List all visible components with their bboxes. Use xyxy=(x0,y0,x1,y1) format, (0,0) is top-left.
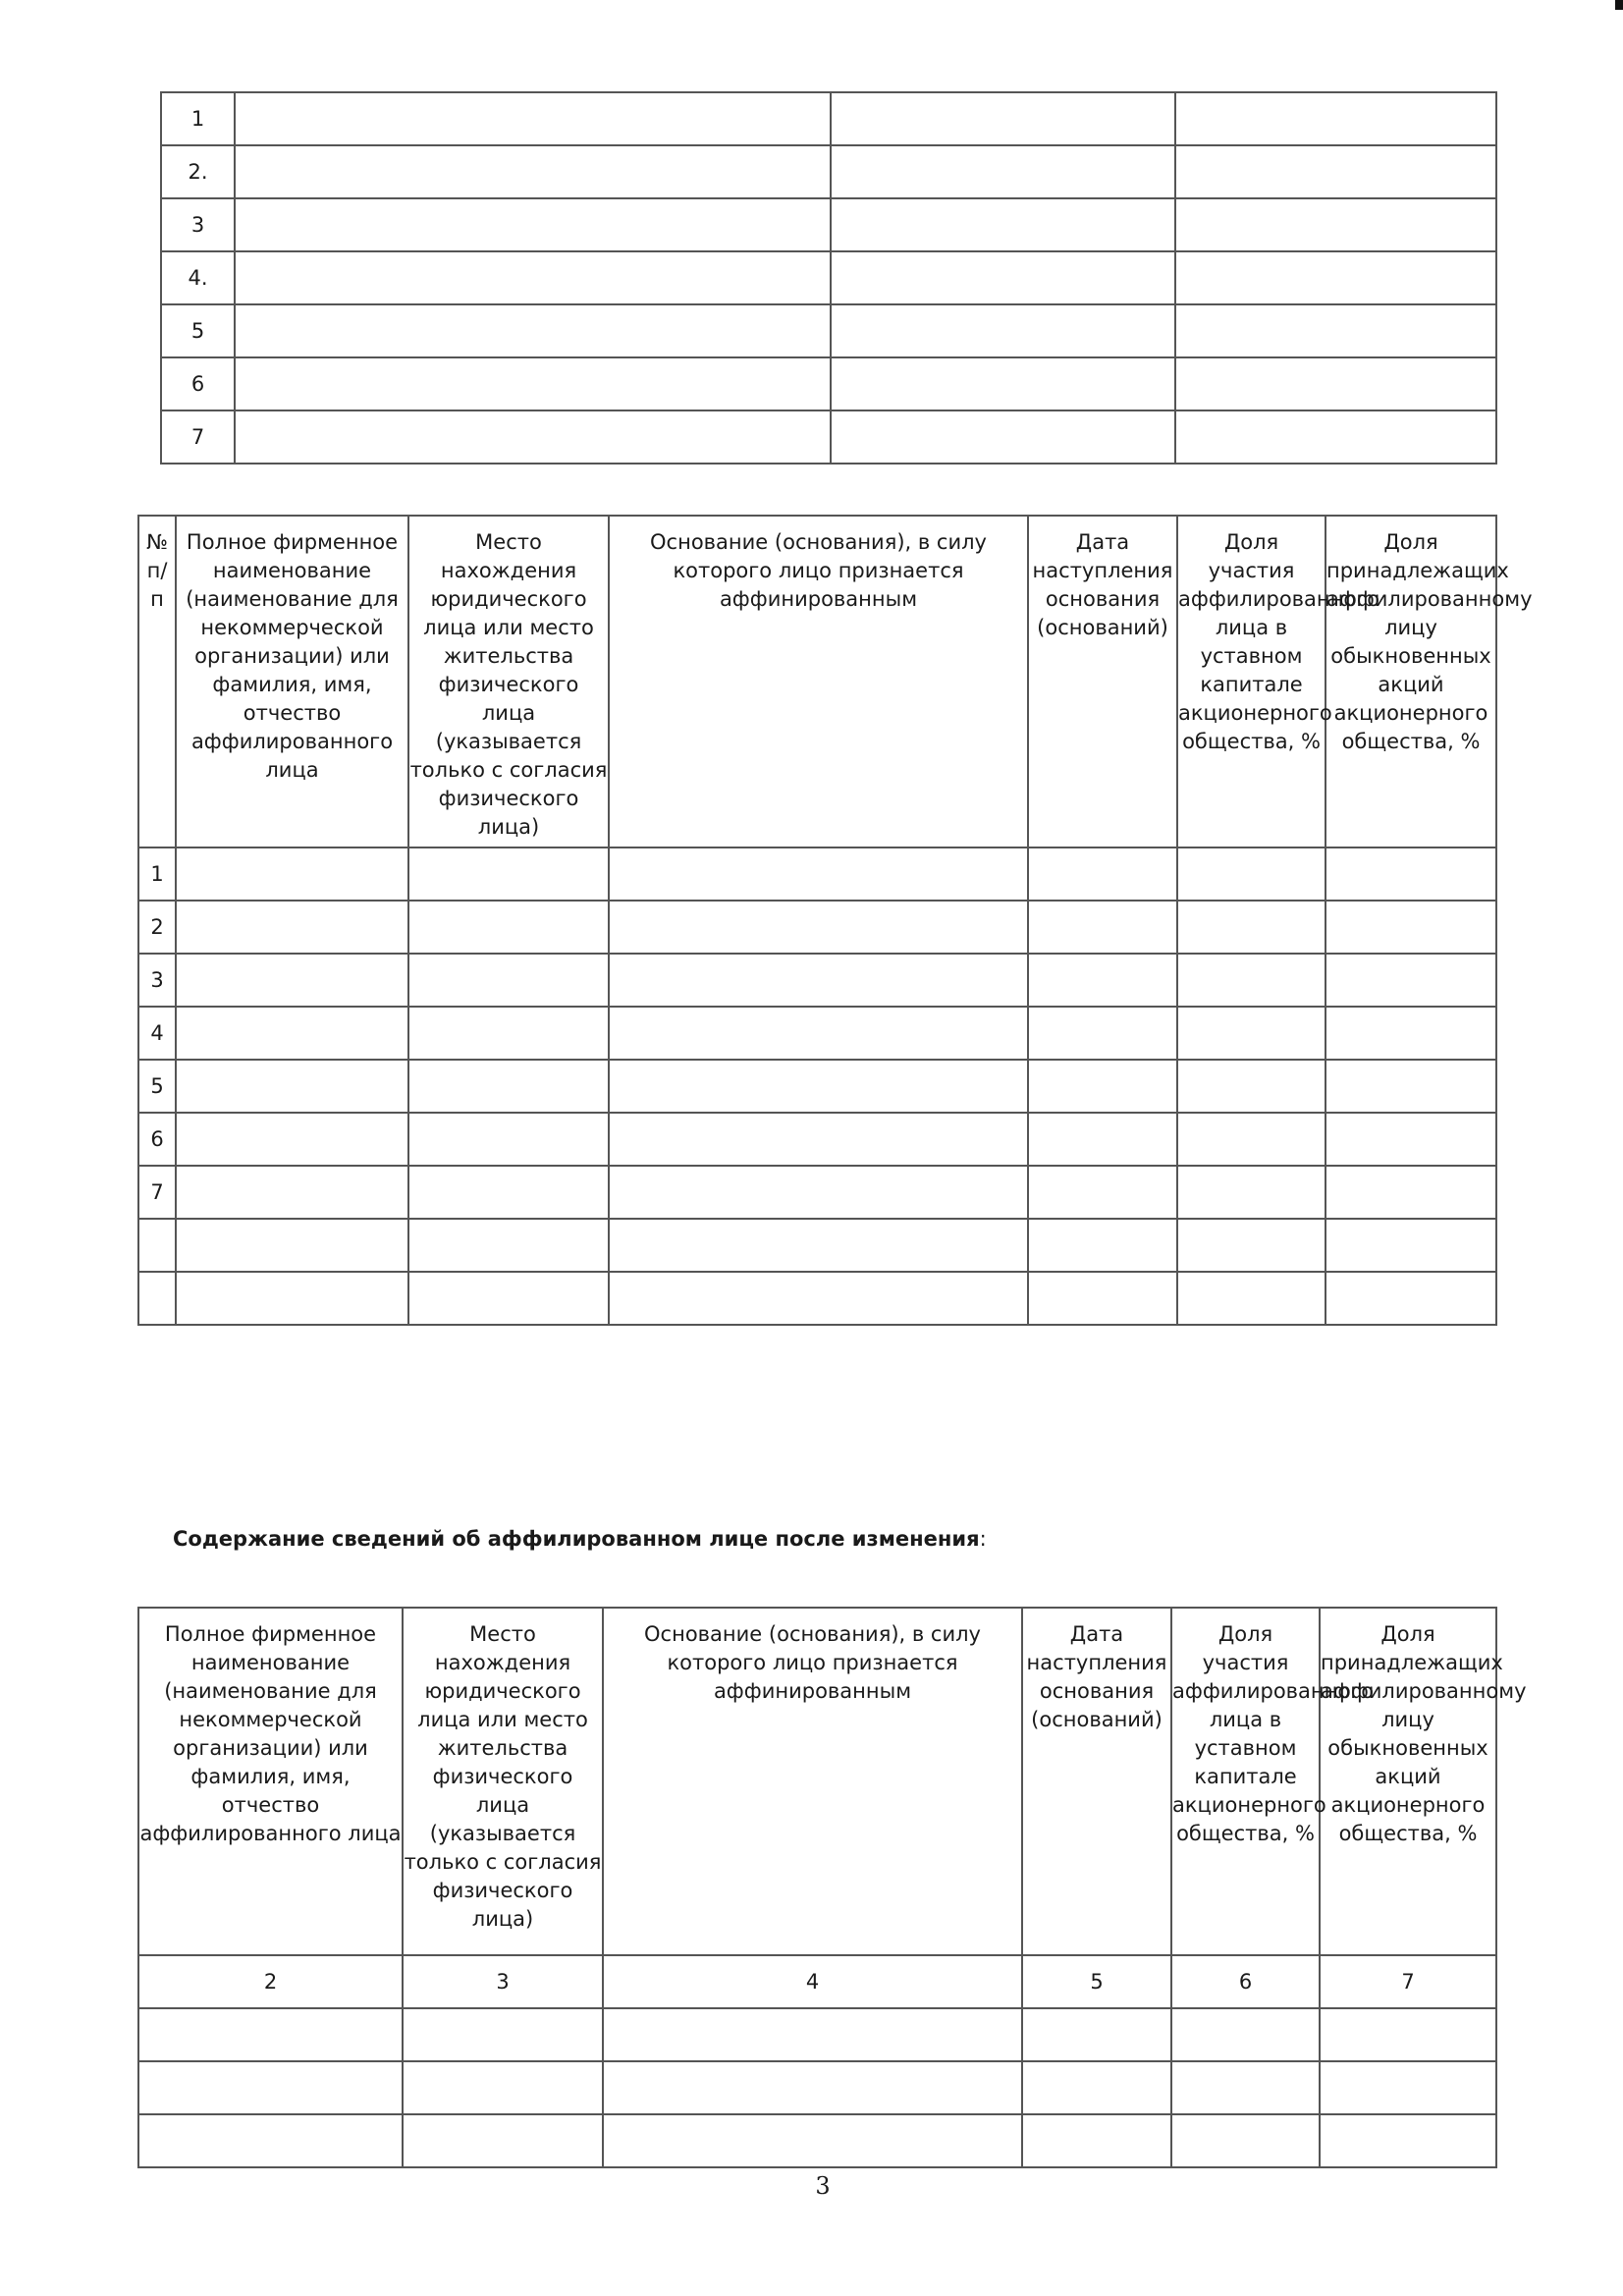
table-cell[interactable] xyxy=(408,1007,609,1060)
scan-corner-mark xyxy=(1615,0,1623,10)
table-row xyxy=(161,357,1496,410)
column-number: 2 xyxy=(138,1955,403,2008)
column-number: 3 xyxy=(403,1955,603,2008)
table-cell[interactable] xyxy=(831,251,1175,304)
table-cell[interactable] xyxy=(138,2008,403,2061)
table-cell[interactable] xyxy=(176,1113,408,1166)
table-cell[interactable] xyxy=(1325,1113,1496,1166)
row-number: 1 xyxy=(138,847,176,901)
table-row xyxy=(138,2061,1496,2114)
table-row xyxy=(138,847,1496,901)
table-cell[interactable] xyxy=(235,357,831,410)
table-cell[interactable] xyxy=(1325,1060,1496,1113)
column-number: 4 xyxy=(603,1955,1022,2008)
row-number: 4 xyxy=(138,1007,176,1060)
table-cell[interactable] xyxy=(1175,357,1496,410)
table-cell[interactable] xyxy=(1177,1060,1325,1113)
table-row xyxy=(138,901,1496,954)
table-cell[interactable] xyxy=(235,145,831,198)
table-cell[interactable] xyxy=(235,304,831,357)
table-cell[interactable] xyxy=(1325,847,1496,901)
table-cell[interactable] xyxy=(138,2061,403,2114)
column-number-row xyxy=(138,1955,1496,2008)
table-cell[interactable] xyxy=(1177,1272,1325,1325)
table-cell[interactable] xyxy=(1177,847,1325,901)
row-number: 2 xyxy=(138,901,176,954)
table-cell[interactable] xyxy=(1177,1166,1325,1219)
table-cell[interactable] xyxy=(831,198,1175,251)
header-share: Доля участия аффилированного лица в уставном капитале акционерного общества, % xyxy=(1177,516,1325,847)
table-cell[interactable] xyxy=(176,1219,408,1272)
table-cell[interactable] xyxy=(235,198,831,251)
table-cell[interactable] xyxy=(609,901,1028,954)
table-row xyxy=(161,145,1496,198)
table-cell[interactable] xyxy=(1325,1007,1496,1060)
table-cell[interactable] xyxy=(1325,1272,1496,1325)
table-cell[interactable] xyxy=(176,1272,408,1325)
table-cell[interactable] xyxy=(408,1113,609,1166)
section-heading-text: Содержание сведений об аффилированном лице после изменения xyxy=(173,1527,980,1551)
table-cell[interactable] xyxy=(1177,1007,1325,1060)
table-cell[interactable] xyxy=(403,2114,603,2167)
table-cell[interactable] xyxy=(138,2114,403,2167)
section-heading xyxy=(173,1527,987,1551)
table-cell[interactable] xyxy=(831,92,1175,145)
table-header-row xyxy=(138,516,1496,847)
table-row xyxy=(138,954,1496,1007)
table-cell[interactable] xyxy=(603,2008,1022,2061)
row-number: 3 xyxy=(138,954,176,1007)
table-cell[interactable] xyxy=(176,901,408,954)
table-row xyxy=(138,1272,1496,1325)
table-row xyxy=(138,1166,1496,1219)
header-location: Место нахождения юридического лица или место жительства физического лица (указывается только с согласия физического лица) xyxy=(408,516,609,847)
column-number: 6 xyxy=(1171,1955,1320,2008)
table-cell[interactable] xyxy=(1177,1219,1325,1272)
table-cell[interactable] xyxy=(609,1272,1028,1325)
table-cell[interactable] xyxy=(603,2061,1022,2114)
table-cell[interactable] xyxy=(1325,901,1496,954)
table-row xyxy=(161,410,1496,464)
table-cell[interactable] xyxy=(1028,1166,1177,1219)
table-cell[interactable] xyxy=(1022,2008,1171,2061)
table-cell[interactable] xyxy=(1028,901,1177,954)
row-number: 5 xyxy=(161,304,235,357)
table-row xyxy=(138,1113,1496,1166)
table-affiliate-after xyxy=(137,1607,1527,2168)
table-cell[interactable] xyxy=(831,145,1175,198)
table-cell[interactable] xyxy=(1175,145,1496,198)
column-number: 5 xyxy=(1022,1955,1171,2008)
table-cell[interactable] xyxy=(1175,304,1496,357)
table-cell[interactable] xyxy=(609,1060,1028,1113)
table-cell[interactable] xyxy=(408,1272,609,1325)
table-cell[interactable] xyxy=(609,847,1028,901)
header-share: Доля участия аффилированного лица в уставном капитале акционерного общества, % xyxy=(1171,1608,1320,1955)
table-row xyxy=(161,251,1496,304)
row-number: 2. xyxy=(161,145,235,198)
section-heading-colon: : xyxy=(979,1527,987,1551)
table-cell[interactable] xyxy=(408,954,609,1007)
table-row xyxy=(138,2114,1496,2167)
table-cell[interactable] xyxy=(408,1219,609,1272)
table-cell[interactable] xyxy=(176,1060,408,1113)
table-cell[interactable] xyxy=(603,2114,1022,2167)
row-number: 7 xyxy=(161,410,235,464)
table-cell[interactable] xyxy=(235,410,831,464)
header-basis: Основание (основания), в силу которого лицо признается аффинированным xyxy=(603,1608,1022,1955)
table-cell[interactable] xyxy=(1028,1113,1177,1166)
table-row xyxy=(161,304,1496,357)
header-basis: Основание (основания), в силу которого лицо признается аффинированным xyxy=(609,516,1028,847)
table-cell[interactable] xyxy=(176,847,408,901)
table-cell[interactable] xyxy=(1028,1060,1177,1113)
table-cell[interactable] xyxy=(1171,2114,1320,2167)
table-cell[interactable] xyxy=(176,1007,408,1060)
table-cell[interactable] xyxy=(831,357,1175,410)
table-row xyxy=(138,1007,1496,1060)
table-cell[interactable] xyxy=(1022,2114,1171,2167)
row-number: 7 xyxy=(138,1166,176,1219)
row-number: 1 xyxy=(161,92,235,145)
table-cell[interactable] xyxy=(1171,2061,1320,2114)
table-cell[interactable] xyxy=(609,1113,1028,1166)
table-cell[interactable] xyxy=(403,2061,603,2114)
header-name: Полное фирменное наименование (наименование для некоммерческой организации) или фамилия, имя, отчество аффилированного лица xyxy=(138,1608,403,1955)
header-number: № п/ п xyxy=(138,516,176,847)
table-row xyxy=(161,92,1496,145)
table-cell[interactable] xyxy=(1028,1007,1177,1060)
table-cell[interactable] xyxy=(1320,2114,1496,2167)
column-number: 7 xyxy=(1320,1955,1496,2008)
header-location: Место нахождения юридического лица или место жительства физического лица (указывается только с согласия физического лица) xyxy=(403,1608,603,1955)
row-number: 6 xyxy=(161,357,235,410)
table-cell[interactable] xyxy=(1320,2061,1496,2114)
table-cell[interactable] xyxy=(609,954,1028,1007)
row-number: 6 xyxy=(138,1113,176,1166)
table-cell[interactable] xyxy=(831,304,1175,357)
table-cell[interactable] xyxy=(1175,92,1496,145)
row-number xyxy=(138,1272,176,1325)
header-date: Дата наступления основания (оснований) xyxy=(1022,1608,1171,1955)
header-shares-common: Доля принадлежащих аффилированному лицу обыкновенных акций акционерного общества, % xyxy=(1320,1608,1496,1955)
table-cell[interactable] xyxy=(1320,2008,1496,2061)
row-number xyxy=(138,1219,176,1272)
table-cell[interactable] xyxy=(1325,954,1496,1007)
row-number: 3 xyxy=(161,198,235,251)
header-name: Полное фирменное наименование (наименование для некоммерческой организации) или фамилия, имя, отчество аффилированного лица xyxy=(176,516,408,847)
row-number: 4. xyxy=(161,251,235,304)
table-cell[interactable] xyxy=(1175,198,1496,251)
header-date: Дата наступления основания (оснований) xyxy=(1028,516,1177,847)
table-cell[interactable] xyxy=(408,847,609,901)
table-cell[interactable] xyxy=(609,1007,1028,1060)
table-cell[interactable] xyxy=(1175,251,1496,304)
table-cell[interactable] xyxy=(1028,847,1177,901)
table-header-row xyxy=(138,1608,1496,1955)
table-cell[interactable] xyxy=(408,901,609,954)
table-cell[interactable] xyxy=(176,954,408,1007)
table-top-continuation xyxy=(160,91,1497,465)
table-cell[interactable] xyxy=(235,92,831,145)
table-cell[interactable] xyxy=(408,1060,609,1113)
table-cell[interactable] xyxy=(1171,2008,1320,2061)
header-shares-common: Доля принадлежащих аффилированному лицу обыкновенных акций акционерного общества, % xyxy=(1325,516,1496,847)
table-row xyxy=(138,1060,1496,1113)
table-cell[interactable] xyxy=(1177,1113,1325,1166)
table-cell[interactable] xyxy=(1175,410,1496,464)
table-cell[interactable] xyxy=(609,1219,1028,1272)
table-cell[interactable] xyxy=(1325,1166,1496,1219)
table-cell[interactable] xyxy=(403,2008,603,2061)
page-number: 3 xyxy=(815,2172,831,2200)
table-cell[interactable] xyxy=(831,410,1175,464)
table-cell[interactable] xyxy=(1177,954,1325,1007)
table-affiliates-before xyxy=(137,515,1533,1326)
table-cell[interactable] xyxy=(1028,954,1177,1007)
table-cell[interactable] xyxy=(609,1166,1028,1219)
table-cell[interactable] xyxy=(1177,901,1325,954)
table-row xyxy=(161,198,1496,251)
table-cell[interactable] xyxy=(176,1166,408,1219)
table-cell[interactable] xyxy=(1325,1219,1496,1272)
table-cell[interactable] xyxy=(408,1166,609,1219)
table-row xyxy=(138,1219,1496,1272)
table-cell[interactable] xyxy=(235,251,831,304)
table-cell[interactable] xyxy=(1022,2061,1171,2114)
row-number: 5 xyxy=(138,1060,176,1113)
table-cell[interactable] xyxy=(1028,1219,1177,1272)
table-cell[interactable] xyxy=(1028,1272,1177,1325)
table-row xyxy=(138,2008,1496,2061)
